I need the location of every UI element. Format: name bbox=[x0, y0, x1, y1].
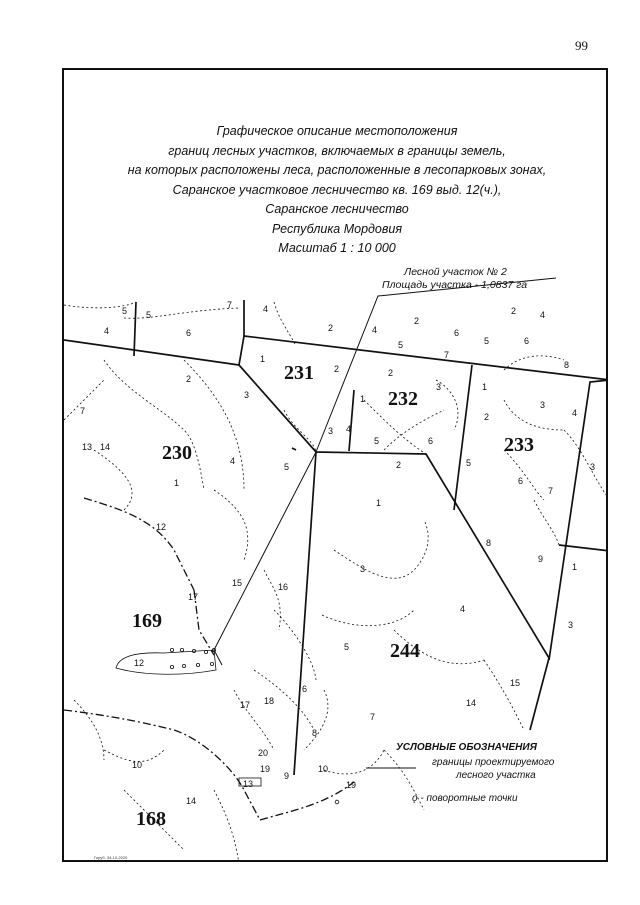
compartment-label: 5 bbox=[374, 436, 380, 446]
compartment-label: 10 bbox=[132, 760, 143, 770]
quarter-label-244: 244 bbox=[390, 640, 420, 662]
compartment-label: 1 bbox=[572, 562, 578, 572]
quarter-label-232: 232 bbox=[388, 388, 418, 410]
compartment-label: 6 bbox=[428, 436, 434, 446]
compartment-label: 12 bbox=[134, 658, 145, 668]
compartment-label: 5 bbox=[284, 462, 290, 472]
compartment-label: 4 bbox=[540, 310, 546, 320]
compartment-label: 4 bbox=[572, 408, 578, 418]
compartment-label: 4 bbox=[104, 326, 110, 336]
compartment-label: 1 bbox=[376, 498, 382, 508]
compartment-label: 5 bbox=[122, 306, 128, 316]
compartment-label: 5 bbox=[344, 642, 350, 652]
quarter-label-169: 169 bbox=[132, 610, 162, 632]
title-line: Саранское лесничество bbox=[265, 202, 409, 216]
compartment-label: 15 bbox=[232, 578, 243, 588]
compartment-label: 8 bbox=[564, 360, 570, 370]
turning-points bbox=[170, 648, 338, 803]
compartment-label: 12 bbox=[156, 522, 167, 532]
compartment-label: 10 bbox=[318, 764, 329, 774]
compartment-label: 14 bbox=[100, 442, 111, 452]
compartment-label: 2 bbox=[334, 364, 340, 374]
compartment-label: 18 bbox=[264, 696, 275, 706]
title-line: Графическое описание местоположения bbox=[216, 124, 458, 138]
compartment-label: 2 bbox=[414, 316, 420, 326]
compartment-label: 19 bbox=[260, 764, 271, 774]
plot-name: Лесной участок № 2 bbox=[404, 266, 507, 278]
compartment-label: 2 bbox=[328, 323, 334, 333]
title-line: Республика Мордовия bbox=[271, 221, 403, 236]
compartment-label: 6 bbox=[518, 476, 524, 486]
compartment-label: 2 bbox=[484, 412, 490, 422]
compartment-label: 7 bbox=[227, 300, 233, 310]
compartment-label: 3 bbox=[436, 382, 442, 392]
compartment-label: 5 bbox=[466, 458, 472, 468]
compartment-label: 3 bbox=[328, 426, 334, 436]
compartment-label: 20 bbox=[258, 748, 269, 758]
scale-line: Масштаб 1 : 10 000 bbox=[278, 241, 396, 255]
compartment-label: 13 bbox=[82, 442, 93, 452]
plot-label bbox=[382, 266, 527, 292]
compartment-label: 7 bbox=[548, 486, 554, 496]
map-title bbox=[64, 122, 608, 259]
compartment-label: 2 bbox=[388, 368, 394, 378]
compartment-label: 4 bbox=[230, 456, 236, 466]
legend-title: УСЛОВНЫЕ ОБОЗНАЧЕНИЯ bbox=[396, 742, 537, 753]
compartment-label: 2 bbox=[186, 374, 192, 384]
compartment-label: 7 bbox=[80, 406, 86, 416]
compartment-label: 7 bbox=[444, 350, 450, 360]
compartment-label: 6 bbox=[524, 336, 530, 346]
compartment-label: 15 bbox=[510, 678, 521, 688]
compartment-label: 3 bbox=[244, 390, 250, 400]
compartment-label: 8 bbox=[312, 728, 318, 738]
turning-point-icon: ǫ bbox=[412, 793, 418, 804]
compartment-label: 3 bbox=[568, 620, 574, 630]
compartment-label: 4 bbox=[372, 325, 378, 335]
legend-boundary-label-line: границы проектируемого bbox=[432, 757, 555, 768]
compartment-label: 17 bbox=[240, 700, 251, 710]
compartment-label: 9 bbox=[538, 554, 544, 564]
page-number: 99 bbox=[575, 38, 588, 53]
title-line: границ лесных участков, включаемых в границы земель, bbox=[168, 143, 506, 158]
compartment-label: 1 bbox=[260, 354, 266, 364]
map-frame bbox=[62, 68, 608, 862]
quarter-label-168: 168 bbox=[136, 808, 166, 830]
footer-stamp: Горуб. 34-10-2020 bbox=[94, 855, 128, 860]
compartment-label: 1 bbox=[360, 394, 366, 404]
compartment-12-outline bbox=[116, 650, 216, 674]
compartment-label: 7 bbox=[370, 712, 376, 722]
compartment-label: 16 bbox=[278, 582, 289, 592]
plot-boundaries bbox=[214, 278, 556, 665]
title-line: на которых расположены леса, расположенные в лесопарковых зонах, bbox=[127, 163, 547, 177]
compartment-label: 2 bbox=[511, 306, 517, 316]
compartment-label: 9 bbox=[284, 771, 290, 781]
legend-points-row bbox=[412, 792, 518, 805]
compartment-label: 14 bbox=[186, 796, 197, 806]
compartment-label: 1 bbox=[482, 382, 488, 392]
compartment-label: 3 bbox=[590, 462, 596, 472]
title-line: Саранское участковое лесничество кв. 169 выд. 12(ч.), bbox=[172, 182, 502, 197]
legend-points-label: - поворотные точки bbox=[420, 793, 518, 804]
compartment-label: 19 bbox=[346, 780, 357, 790]
compartment-label: 6 bbox=[186, 328, 192, 338]
compartment-label: 4 bbox=[346, 424, 352, 434]
legend-boundary-label bbox=[432, 756, 554, 782]
compartment-label: 3 bbox=[540, 400, 546, 410]
compartment-label: 2 bbox=[396, 460, 402, 470]
compartment-label: 13 bbox=[243, 779, 254, 789]
forestry-boundary-lines bbox=[64, 498, 357, 820]
compartment-label: 5 bbox=[146, 310, 152, 320]
compartment-label: 8 bbox=[486, 538, 492, 548]
compartment-label: 5 bbox=[484, 336, 490, 346]
compartment-label: 6 bbox=[454, 328, 460, 338]
compartment-label: 6 bbox=[302, 684, 308, 694]
quarter-label-231: 231 bbox=[284, 362, 314, 384]
compartment-label: 4 bbox=[263, 304, 269, 314]
compartment-label: 5 bbox=[398, 340, 404, 350]
compartment-label: 4 bbox=[460, 604, 466, 614]
legend-boundary-label-line: лесного участка bbox=[456, 770, 536, 781]
quarter-label-233: 233 bbox=[504, 434, 534, 456]
quarter-label-230: 230 bbox=[162, 442, 192, 464]
plot-area: Площадь участка - 1,0837 га bbox=[382, 279, 528, 291]
compartment-label: 1 bbox=[174, 478, 180, 488]
compartment-label: 17 bbox=[188, 592, 199, 602]
compartment-label: 14 bbox=[466, 698, 477, 708]
compartment-label: 3 bbox=[360, 564, 366, 574]
